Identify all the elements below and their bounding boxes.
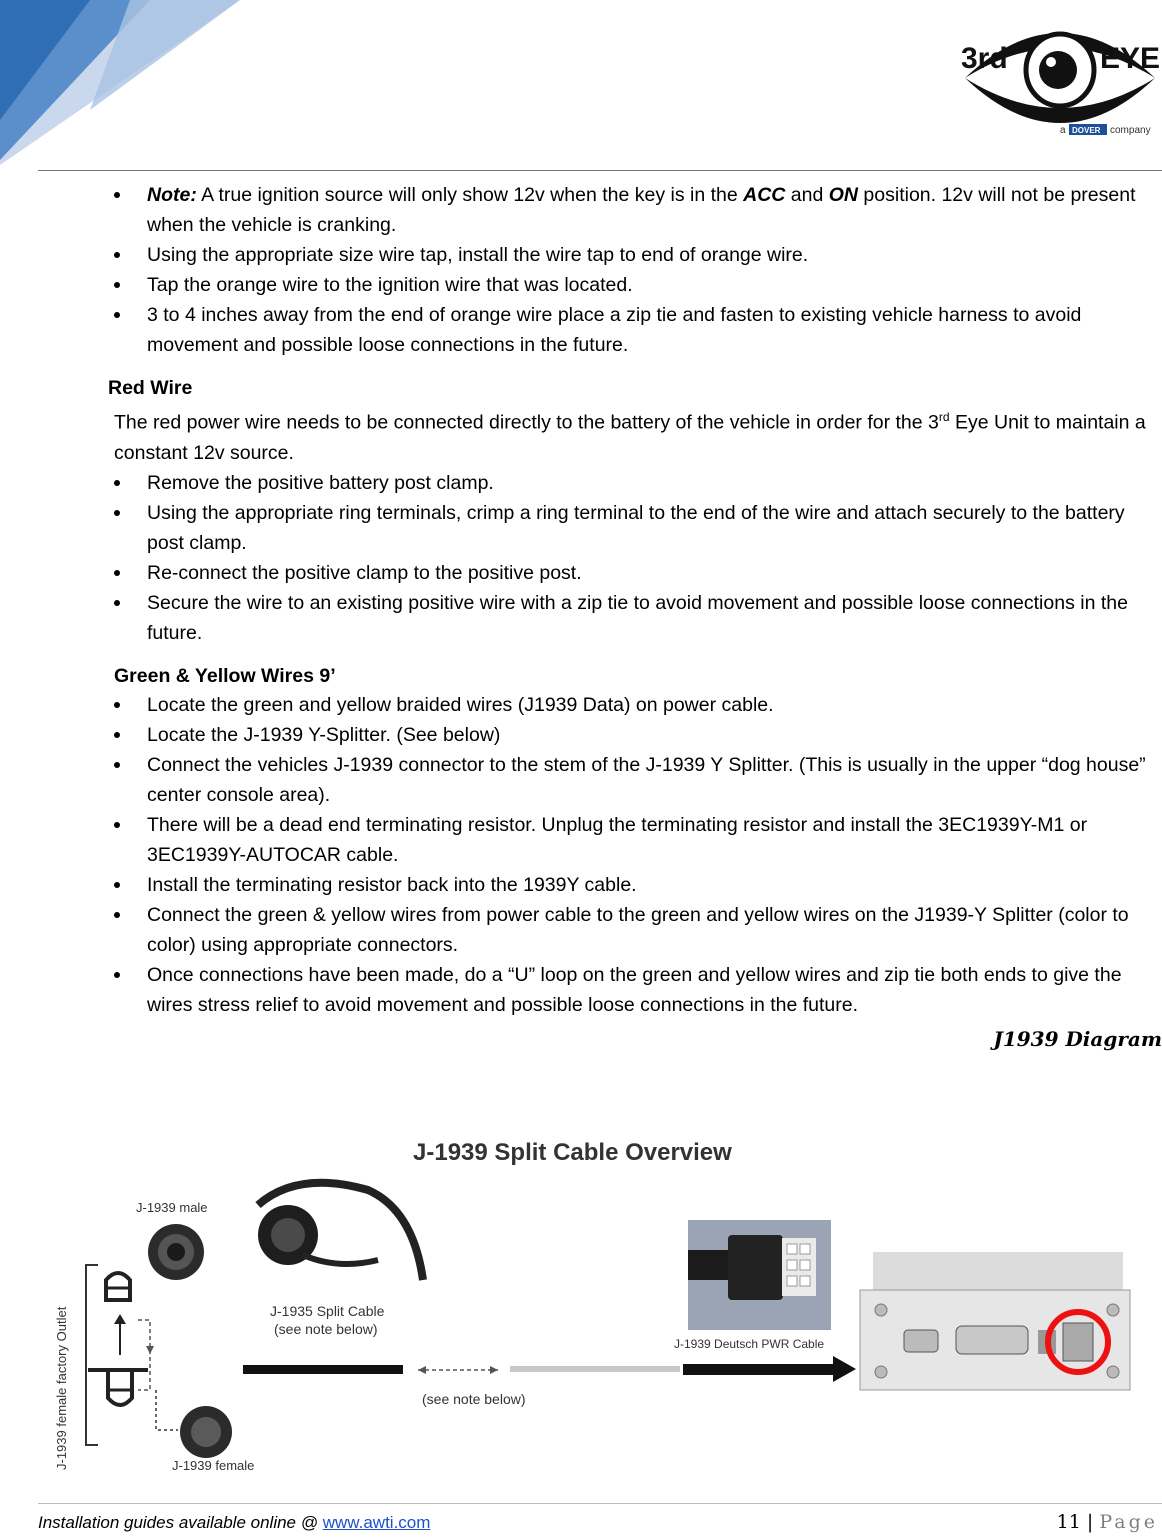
note-text: A true ignition source will only show 12v when the key is in the [196, 184, 744, 206]
list-item: Remove the positive battery post clamp. [38, 468, 1162, 498]
acc-label: ACC [743, 184, 786, 206]
header-divider [38, 170, 1162, 171]
page-footer [38, 1511, 1162, 1537]
note-text-post: position. 12v will not be present when the vehicle is cranking. [147, 184, 1136, 236]
footer-note [38, 1513, 430, 1533]
female-label: J-1939 female [172, 1458, 255, 1473]
list-item: Locate the J-1939 Y-Splitter. (See below) [38, 720, 1162, 750]
mid-note-label: (see note below) [422, 1391, 526, 1407]
logo-tagline-company: company [1110, 125, 1151, 136]
diagram-title: J-1939 Split Cable Overview [413, 1140, 732, 1166]
deutsch-cable-label: J-1939 Deutsch PWR Cable [674, 1337, 825, 1351]
logo-tagline-a: a [1060, 125, 1066, 136]
footer-text: Installation guides available online @ [38, 1513, 323, 1532]
footer-divider [38, 1503, 1162, 1504]
split-cable-note: (see note below) [274, 1321, 378, 1337]
on-label: ON [828, 184, 858, 206]
intro-bullet-list [38, 180, 1162, 360]
list-item: 3 to 4 inches away from the end of orange wire place a zip tie and fasten to existing vehicle harness to avoid movement and possible loose connections in the future. [38, 300, 1162, 360]
logo-left-text: 3rd [961, 42, 1008, 75]
note-text-and: and [785, 184, 829, 206]
list-item: Connect the vehicles J-1939 connector to the stem of the J-1939 Y Splitter. (This is usually in the upper “dog house” center console area). [38, 750, 1162, 810]
page-number-value: 11 [1056, 1511, 1081, 1533]
split-cable-label: J-1935 Split Cable [270, 1303, 385, 1319]
corner-decoration [0, 0, 250, 170]
page-body [38, 180, 1162, 1054]
red-wire-text [114, 402, 1162, 468]
logo-tagline-brand: DOVER [1072, 126, 1101, 135]
list-item: Using the appropriate ring terminals, crimp a ring terminal to the end of the wire and attach securely to the battery post clamp. [38, 498, 1162, 558]
list-item: Locate the green and yellow braided wires (J1939 Data) on power cable. [38, 690, 1162, 720]
list-item: Connect the green & yellow wires from power cable to the green and yellow wires on the J1939-Y Splitter (color to color) using appropriate connectors. [38, 900, 1162, 960]
page-number [1057, 1511, 1158, 1533]
red-wire-text-pre: The red power wire needs to be connected directly to the battery of the vehicle in order for the 3 [114, 411, 939, 434]
list-item: Secure the wire to an existing positive wire with a zip tie to avoid movement and possible loose connections in the future. [38, 588, 1162, 648]
website-link[interactable]: www.awti.com [322, 1513, 431, 1532]
page-word: Page [1099, 1511, 1158, 1533]
list-item [38, 180, 1162, 240]
list-item: Re-connect the positive clamp to the positive post. [38, 558, 1162, 588]
logo-right-text: EYE [1100, 42, 1161, 75]
company-logo [955, 8, 1162, 138]
j1939-diagram [38, 1140, 1162, 1480]
red-wire-bullet-list [38, 468, 1162, 648]
note-label: Note: [147, 184, 197, 206]
red-wire-title: Red Wire [108, 377, 193, 399]
outlet-label: J-1939 female factory Outlet [54, 1306, 69, 1470]
list-item: Install the terminating resistor back into the 1939Y cable. [38, 870, 1162, 900]
diagram-caption: J1939 Diagram [993, 1026, 1162, 1051]
list-item: Using the appropriate size wire tap, install the wire tap to end of orange wire. [38, 240, 1162, 270]
list-item: There will be a dead end terminating resistor. Unplug the terminating resistor and install the 3EC1939Y-M1 or 3EC1939Y-AUTOCAR cable. [38, 810, 1162, 870]
green-yellow-bullet-list [38, 690, 1162, 1020]
green-yellow-title: Green & Yellow Wires 9’ [114, 664, 336, 687]
male-label: J-1939 male [136, 1200, 208, 1215]
list-item: Once connections have been made, do a “U” loop on the green and yellow wires and zip tie both ends to give the wires stress relief to avoid movement and possible loose connections in the future. [38, 960, 1162, 1020]
list-item: Tap the orange wire to the ignition wire that was located. [38, 270, 1162, 300]
red-wire-text-sup: rd [938, 410, 950, 424]
red-wire-text-post: Eye Unit to maintain a constant 12v source. [114, 411, 1146, 464]
page-separator: | [1080, 1511, 1100, 1533]
